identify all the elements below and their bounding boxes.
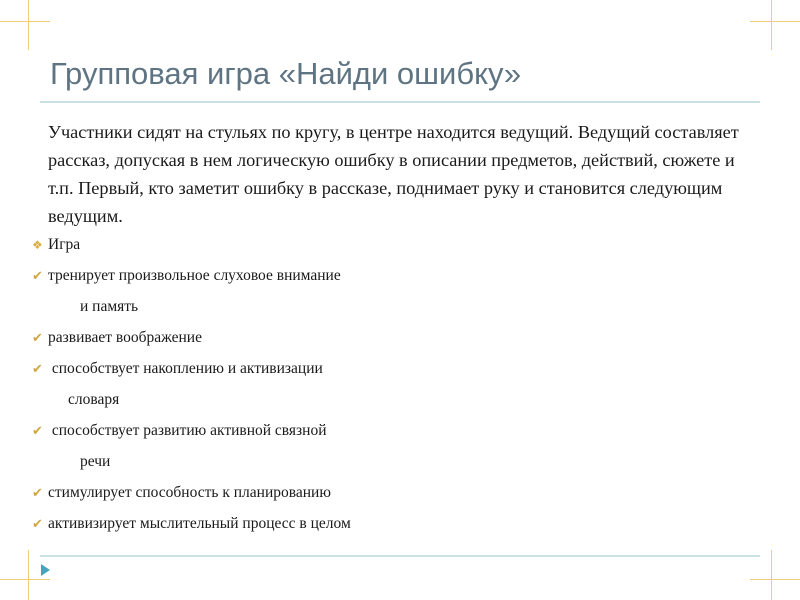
list-item-continuation (32, 293, 351, 324)
title-divider (40, 101, 760, 103)
corner-line-top-right-horizontal (750, 21, 800, 22)
checkmark-icon: ✔ (32, 361, 43, 376)
checkmark-icon: ✔ (32, 268, 43, 283)
checkmark-icon: ✔ (32, 330, 43, 345)
list-item (32, 324, 351, 355)
list-item-text: словаря (68, 391, 120, 408)
checkmark-icon: ✔ (32, 423, 43, 438)
list-item-text: способствует накоплению и активизации (48, 360, 323, 377)
list-item (32, 479, 351, 510)
list-item-continuation (32, 448, 351, 479)
list-item (32, 262, 351, 293)
corner-line-top-left-horizontal (0, 21, 50, 22)
list-item-text: стимулирует способность к планированию (48, 484, 331, 501)
list-item-text: развивает воображение (48, 329, 202, 346)
diamond-bullet-icon: ❖ (32, 238, 43, 252)
list-item-continuation (32, 386, 351, 417)
list-item-text: и память (80, 298, 139, 315)
benefits-list (32, 231, 351, 541)
list-item-text: активизирует мыслительный процесс в целом (48, 515, 351, 532)
list-item (32, 510, 351, 541)
list-item (32, 355, 351, 386)
corner-line-bottom-right-horizontal (750, 579, 800, 580)
checkmark-icon: ✔ (32, 485, 43, 500)
corner-line-bottom-right-vertical (771, 550, 772, 600)
slide-title: Групповая игра «Найди ошибку» (50, 56, 522, 91)
checkmark-icon: ✔ (32, 516, 43, 531)
list-item-text: Игра (48, 236, 81, 253)
play-arrow-icon[interactable] (41, 564, 50, 576)
corner-line-bottom-left-horizontal (0, 579, 50, 580)
list-item (32, 231, 351, 262)
corner-line-bottom-left-vertical (28, 550, 29, 600)
list-item (32, 417, 351, 448)
intro-paragraph: Участники сидят на стульях по кругу, в центре находится ведущий. Ведущий составляет рассказ, допуская в нем логическую ошибку в описании предметов, действий, сюжете и т.п. Первый, кто заметит ошибку в рассказе, поднимает руку и становится следующим ведущим. (48, 122, 739, 226)
corner-line-top-right-vertical (771, 0, 772, 50)
list-item-text: тренирует произвольное слуховое внимание (48, 267, 341, 284)
list-item-text: речи (80, 453, 111, 470)
footer-divider (40, 555, 760, 557)
list-item-text: способствует развитию активной связной (48, 422, 327, 439)
corner-line-top-left-vertical (28, 0, 29, 50)
